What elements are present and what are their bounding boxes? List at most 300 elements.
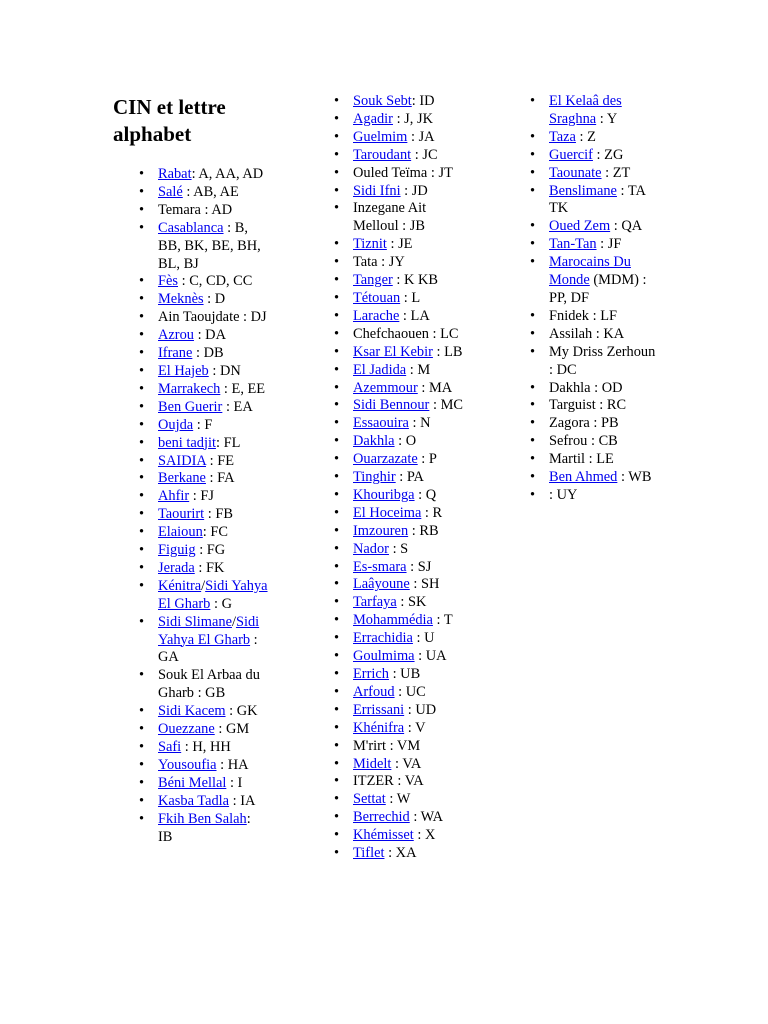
city-link[interactable]: El Kelaâ des Sraghna bbox=[549, 93, 622, 127]
list-item bbox=[549, 380, 660, 398]
code-separator: : bbox=[200, 201, 212, 218]
city-link[interactable]: Ben Ahmed bbox=[549, 469, 618, 486]
code-separator: : bbox=[587, 433, 599, 450]
cin-code: FA bbox=[217, 470, 235, 487]
cin-code: PB bbox=[600, 415, 619, 432]
city-link[interactable]: Taza bbox=[549, 128, 576, 145]
cin-code: SJ bbox=[417, 558, 432, 575]
code-separator: : bbox=[584, 451, 597, 468]
code-separator: : bbox=[404, 701, 416, 718]
list-item bbox=[353, 756, 474, 774]
cin-code: FC bbox=[210, 524, 228, 541]
slash-separator: / bbox=[201, 577, 206, 594]
list-item bbox=[353, 93, 474, 111]
list-item bbox=[353, 326, 474, 344]
city-link[interactable]: Midelt bbox=[353, 755, 392, 772]
cin-code: JC bbox=[422, 146, 438, 163]
city-link[interactable]: Sidi Yahya El Gharb bbox=[158, 613, 260, 648]
cin-code: VA bbox=[402, 755, 422, 772]
city-link[interactable]: SAIDIA bbox=[158, 452, 206, 469]
cin-code: GK bbox=[236, 703, 258, 720]
city-link[interactable]: Sidi Kacem bbox=[158, 703, 226, 720]
city-link[interactable]: Casablanca bbox=[158, 219, 224, 236]
code-separator: : bbox=[229, 792, 241, 809]
list-item bbox=[353, 702, 474, 720]
code-separator: : bbox=[208, 362, 220, 379]
cin-code: UC bbox=[405, 683, 426, 700]
city-link[interactable]: Kasba Tadla bbox=[158, 792, 230, 809]
code-separator: : bbox=[182, 183, 194, 200]
cin-code: FL bbox=[223, 434, 241, 451]
code-separator: : bbox=[406, 558, 418, 575]
code-separator: : bbox=[393, 773, 405, 790]
city-name: ITZER bbox=[353, 773, 394, 790]
city-link[interactable]: Elaioun bbox=[158, 524, 203, 541]
cin-code: PP, DF bbox=[549, 289, 590, 306]
cin-code: DB bbox=[203, 345, 224, 362]
list-item bbox=[353, 523, 474, 541]
code-separator: : bbox=[394, 433, 406, 450]
cin-code: JB bbox=[409, 218, 425, 235]
code-separator: (MDM) : bbox=[589, 272, 647, 289]
cin-code: DN bbox=[219, 362, 241, 379]
code-separator: : bbox=[595, 397, 607, 414]
list-item bbox=[158, 435, 268, 453]
code-separator: : bbox=[400, 182, 412, 199]
cin-code: LB bbox=[444, 343, 463, 360]
cin-code: SK bbox=[407, 594, 427, 611]
city-link[interactable]: Dakhla bbox=[353, 433, 395, 450]
list-item bbox=[353, 183, 474, 201]
city-link[interactable]: Tanger bbox=[353, 272, 393, 289]
list-item bbox=[353, 200, 474, 236]
city-link[interactable]: Tiznit bbox=[353, 236, 387, 253]
city-link[interactable]: Ouezzane bbox=[158, 721, 215, 738]
cin-code: Y bbox=[606, 110, 618, 127]
city-name: Assilah bbox=[549, 325, 593, 342]
city-link[interactable]: Oujda bbox=[158, 416, 194, 433]
city-name: Targuist bbox=[549, 397, 596, 414]
code-separator: : bbox=[616, 182, 628, 199]
city-link[interactable]: Laâyoune bbox=[353, 576, 410, 593]
code-separator: : bbox=[192, 345, 204, 362]
cin-code: DA bbox=[205, 327, 226, 344]
city-link[interactable]: El Hoceima bbox=[353, 504, 422, 521]
list-item bbox=[353, 344, 474, 362]
city-name: Martil bbox=[549, 451, 585, 468]
cin-code: M bbox=[417, 361, 431, 378]
code-separator: : bbox=[195, 542, 207, 559]
city-link[interactable]: Tarfaya bbox=[353, 594, 397, 611]
code-separator: : bbox=[385, 791, 397, 808]
code-separator: : bbox=[220, 380, 232, 397]
cin-code: FG bbox=[206, 542, 226, 559]
city-link[interactable]: Essaouira bbox=[353, 415, 409, 432]
list-item bbox=[549, 326, 660, 344]
cin-code: UB bbox=[400, 666, 421, 682]
city-link[interactable]: Settat bbox=[353, 791, 386, 808]
list-item bbox=[353, 129, 474, 147]
code-separator: : bbox=[411, 146, 423, 163]
cin-code: XA bbox=[395, 845, 417, 862]
city-link[interactable]: Tiflet bbox=[353, 845, 385, 862]
city-link[interactable]: Taroudant bbox=[353, 146, 412, 163]
code-separator: : bbox=[394, 683, 406, 700]
city-link[interactable]: Goulmima bbox=[353, 648, 415, 665]
city-link[interactable]: Azrou bbox=[158, 327, 194, 344]
list-item bbox=[353, 487, 474, 505]
list-item bbox=[158, 381, 268, 399]
list-item bbox=[353, 827, 474, 845]
city-link[interactable]: Sidi Ifni bbox=[353, 182, 401, 199]
cin-code: FB bbox=[215, 506, 233, 523]
code-separator: : bbox=[205, 470, 218, 487]
code-separator: : bbox=[210, 595, 222, 612]
list-item bbox=[158, 309, 268, 327]
city-link[interactable]: Es-smara bbox=[353, 558, 407, 575]
cin-code: CB bbox=[598, 433, 618, 450]
column-3 bbox=[530, 93, 660, 505]
list-item bbox=[353, 845, 474, 863]
city-link[interactable]: Béni Mellal bbox=[158, 774, 227, 791]
list-item bbox=[158, 470, 268, 488]
code-separator: : bbox=[409, 809, 421, 826]
code-separator: : bbox=[388, 540, 401, 557]
code-separator: : bbox=[412, 630, 425, 647]
list-item bbox=[549, 165, 660, 183]
city-link[interactable]: Sidi Yahya El Gharb bbox=[158, 577, 268, 612]
cin-code: WB bbox=[628, 469, 652, 486]
cin-code: DJ bbox=[250, 309, 267, 326]
list-item bbox=[158, 667, 268, 703]
city-link[interactable]: Ben Guerir bbox=[158, 398, 223, 415]
code-separator: : bbox=[384, 845, 396, 862]
cin-code: L bbox=[411, 289, 421, 306]
city-link[interactable]: Nador bbox=[353, 540, 389, 557]
city-link[interactable]: El Hajeb bbox=[158, 362, 209, 379]
cin-code: AD bbox=[211, 201, 233, 218]
city-name: Temara bbox=[158, 201, 201, 218]
code-separator: : bbox=[246, 810, 251, 827]
code-separator: : bbox=[239, 309, 251, 326]
code-separator: : bbox=[250, 631, 258, 648]
list-item bbox=[353, 433, 474, 451]
cin-code: IB bbox=[158, 828, 173, 845]
list-item bbox=[158, 345, 268, 363]
city-name: Fnidek bbox=[549, 307, 589, 324]
city-link[interactable]: Rabat bbox=[158, 166, 192, 182]
list-item bbox=[353, 576, 474, 594]
list-item bbox=[353, 773, 474, 791]
list-item bbox=[353, 451, 474, 469]
code-separator: : bbox=[222, 398, 234, 415]
code-separator: : bbox=[193, 416, 205, 433]
city-link[interactable]: Kénitra bbox=[158, 577, 202, 594]
list-item bbox=[353, 236, 474, 254]
code-separator: : bbox=[417, 379, 429, 396]
city-link[interactable]: Guercif bbox=[549, 146, 593, 163]
code-separator: : bbox=[549, 361, 557, 378]
city-link[interactable]: Jerada bbox=[158, 559, 195, 576]
city-link[interactable]: Azemmour bbox=[353, 379, 418, 396]
code-separator: : bbox=[388, 666, 401, 682]
cin-code: TA TK bbox=[549, 182, 646, 217]
city-link[interactable]: Marocains Du Monde bbox=[549, 254, 631, 289]
city-name: Souk El Arbaa du Gharb bbox=[158, 667, 260, 702]
cin-code: H, HH bbox=[192, 739, 231, 755]
cin-code: VA bbox=[404, 773, 424, 790]
cin-code: EA bbox=[233, 398, 253, 415]
city-link[interactable]: Berkane bbox=[158, 470, 206, 487]
cin-code: ID bbox=[419, 93, 435, 109]
city-link[interactable]: Fès bbox=[158, 273, 178, 290]
list-item bbox=[353, 362, 474, 380]
cin-code: D bbox=[214, 291, 226, 308]
city-link[interactable]: Sidi Bennour bbox=[353, 397, 430, 414]
code-separator: : bbox=[417, 451, 429, 468]
list-item bbox=[158, 793, 268, 811]
cin-code: T bbox=[443, 612, 453, 629]
cin-code: LC bbox=[440, 325, 459, 342]
list-item bbox=[549, 147, 660, 165]
list-item bbox=[158, 721, 268, 739]
city-link[interactable]: Ouarzazate bbox=[353, 451, 418, 468]
city-link[interactable]: Oued Zem bbox=[549, 218, 611, 235]
list-item bbox=[158, 560, 268, 578]
city-link[interactable]: Taounate bbox=[549, 164, 602, 181]
city-link[interactable]: Mohammédia bbox=[353, 612, 433, 629]
city-link[interactable]: Tan-Tan bbox=[549, 236, 597, 253]
list-item bbox=[353, 469, 474, 487]
code-separator: : bbox=[596, 110, 607, 127]
cin-code: JD bbox=[411, 182, 428, 199]
code-separator: : bbox=[409, 576, 421, 593]
city-link[interactable]: Tinghir bbox=[353, 469, 396, 486]
cin-code: RB bbox=[419, 522, 439, 539]
city-link[interactable]: Berrechid bbox=[353, 809, 410, 826]
code-separator: : bbox=[549, 486, 557, 503]
city-link[interactable]: El Jadida bbox=[353, 361, 407, 378]
city-link[interactable]: Agadir bbox=[353, 110, 393, 127]
city-link[interactable]: Larache bbox=[353, 307, 400, 324]
list-item bbox=[158, 775, 268, 793]
city-link[interactable]: Figuig bbox=[158, 542, 196, 559]
cin-code: OD bbox=[601, 379, 623, 396]
cin-code: G bbox=[221, 595, 232, 612]
code-separator: : bbox=[377, 254, 389, 271]
code-separator: : bbox=[589, 415, 601, 432]
list-item bbox=[158, 757, 268, 775]
city-link[interactable]: Errissani bbox=[353, 701, 405, 718]
list-item bbox=[158, 417, 268, 435]
code-separator: : bbox=[406, 361, 418, 378]
cin-code: UD bbox=[415, 701, 437, 718]
cin-code: K KB bbox=[403, 272, 438, 289]
city-code-list-2 bbox=[336, 93, 474, 863]
cin-code: A, AA, AD bbox=[198, 166, 264, 182]
list-item bbox=[158, 363, 268, 381]
cin-code: QA bbox=[621, 218, 643, 235]
code-separator: : bbox=[193, 685, 206, 702]
city-link[interactable]: Sidi Slimane bbox=[158, 613, 232, 630]
list-item bbox=[353, 397, 474, 415]
city-name: Ain Taoujdate bbox=[158, 309, 240, 326]
list-item bbox=[158, 739, 268, 757]
code-separator: : bbox=[203, 291, 215, 308]
city-name: M'rirt bbox=[353, 737, 386, 754]
list-item bbox=[158, 524, 268, 542]
city-link[interactable]: Souk Sebt bbox=[353, 93, 412, 109]
cin-code: FK bbox=[205, 559, 225, 576]
code-separator: : bbox=[400, 289, 412, 306]
city-link[interactable]: Ksar El Kebir bbox=[353, 343, 433, 360]
code-separator: : bbox=[592, 146, 605, 163]
city-link[interactable]: Arfoud bbox=[353, 683, 395, 700]
cin-code: LE bbox=[596, 451, 614, 468]
list-item bbox=[549, 218, 660, 236]
cin-code: FE bbox=[217, 452, 234, 469]
cin-code: SH bbox=[420, 576, 440, 593]
code-separator: : bbox=[204, 506, 216, 523]
city-link[interactable]: Ifrane bbox=[158, 345, 193, 362]
cin-code: F bbox=[204, 416, 213, 433]
list-item bbox=[353, 738, 474, 756]
city-link[interactable]: Ahfir bbox=[158, 488, 190, 505]
code-separator: : bbox=[421, 504, 433, 521]
code-separator: : bbox=[617, 469, 629, 486]
code-separator: : bbox=[432, 343, 445, 360]
code-separator: : bbox=[194, 559, 206, 576]
code-separator: : bbox=[399, 307, 411, 324]
list-item bbox=[158, 542, 268, 560]
code-separator: : bbox=[191, 166, 199, 182]
code-separator: : bbox=[588, 307, 601, 324]
cin-code: S bbox=[400, 540, 409, 557]
list-item bbox=[549, 236, 660, 254]
cin-code: I bbox=[237, 774, 243, 791]
list-item bbox=[353, 147, 474, 165]
code-separator: : bbox=[413, 827, 425, 844]
code-separator: : bbox=[392, 272, 404, 289]
list-item bbox=[353, 415, 474, 433]
cin-code: P bbox=[428, 451, 437, 468]
code-separator: : bbox=[205, 452, 218, 469]
code-separator: : bbox=[414, 486, 426, 503]
city-link[interactable]: Guelmim bbox=[353, 128, 408, 145]
list-item bbox=[549, 254, 660, 308]
code-separator: : bbox=[225, 703, 237, 720]
code-separator: : bbox=[432, 612, 444, 629]
city-link[interactable]: Tétouan bbox=[353, 289, 401, 306]
code-separator: : bbox=[216, 756, 228, 773]
code-separator: : bbox=[592, 325, 604, 342]
cin-code: RC bbox=[606, 397, 627, 414]
cin-code: HA bbox=[227, 756, 249, 773]
city-name: My Driss Zerhoun bbox=[549, 343, 656, 360]
cin-code: U bbox=[424, 630, 435, 647]
code-separator: : bbox=[193, 327, 206, 344]
cin-code: JT bbox=[438, 164, 453, 181]
cin-code: LA bbox=[410, 307, 430, 324]
code-separator: : bbox=[391, 755, 403, 772]
list-item bbox=[353, 111, 474, 129]
list-item bbox=[549, 129, 660, 147]
city-link[interactable]: Meknès bbox=[158, 291, 204, 308]
list-item bbox=[353, 290, 474, 308]
code-separator: : bbox=[189, 488, 201, 505]
list-item bbox=[353, 594, 474, 612]
list-item bbox=[353, 254, 474, 272]
cin-code: R bbox=[432, 504, 443, 521]
city-link[interactable]: Khouribga bbox=[353, 486, 415, 503]
list-item bbox=[158, 184, 268, 202]
page-title: CIN et lettre alphabet bbox=[113, 95, 226, 146]
city-name: Zagora bbox=[549, 415, 590, 432]
cin-code: JA bbox=[418, 128, 435, 145]
list-item bbox=[549, 433, 660, 451]
city-link[interactable]: Errachidia bbox=[353, 630, 413, 647]
list-item bbox=[353, 541, 474, 559]
city-name: Tata bbox=[353, 254, 378, 271]
code-separator: : bbox=[202, 524, 211, 541]
list-item bbox=[158, 578, 268, 614]
city-link[interactable]: Errich bbox=[353, 666, 389, 682]
cin-code: DC bbox=[556, 361, 577, 378]
list-item bbox=[353, 308, 474, 326]
list-item bbox=[549, 183, 660, 219]
code-separator: : bbox=[411, 93, 420, 109]
city-link[interactable]: beni tadjit bbox=[158, 434, 216, 451]
slash-separator: / bbox=[231, 613, 236, 630]
list-item bbox=[549, 308, 660, 326]
city-link[interactable]: Yousoufia bbox=[158, 756, 217, 773]
city-link[interactable]: Salé bbox=[158, 183, 183, 200]
list-item bbox=[353, 612, 474, 630]
list-item bbox=[353, 648, 474, 666]
list-item bbox=[353, 684, 474, 702]
code-separator: : bbox=[215, 434, 224, 451]
code-separator: : bbox=[178, 273, 190, 290]
cin-code: N bbox=[420, 415, 431, 432]
city-link[interactable]: Safi bbox=[158, 739, 182, 755]
list-item bbox=[158, 453, 268, 471]
code-separator: : bbox=[214, 721, 226, 738]
city-link[interactable]: Taourirt bbox=[158, 506, 205, 523]
city-code-list-1 bbox=[113, 166, 268, 846]
list-item bbox=[549, 93, 660, 129]
code-separator: : bbox=[392, 110, 405, 127]
list-item bbox=[158, 614, 268, 668]
cin-code: VM bbox=[396, 737, 421, 754]
city-link[interactable]: Khémisset bbox=[353, 827, 414, 844]
column-1 bbox=[113, 94, 283, 846]
city-link[interactable]: Fkih Ben Salah bbox=[158, 810, 247, 827]
city-link[interactable]: Marrakech bbox=[158, 380, 221, 397]
cin-code: O bbox=[405, 433, 417, 450]
city-link[interactable]: Khénifra bbox=[353, 719, 405, 736]
code-separator: : bbox=[395, 469, 407, 486]
cin-code: Q bbox=[425, 486, 437, 503]
code-separator: : bbox=[428, 325, 441, 342]
cin-code: ZG bbox=[604, 146, 624, 163]
cin-code: GA bbox=[158, 649, 179, 666]
list-item bbox=[158, 399, 268, 417]
list-item bbox=[158, 273, 268, 291]
city-link[interactable]: Imzouren bbox=[353, 522, 409, 539]
list-item bbox=[353, 791, 474, 809]
city-link[interactable]: Benslimane bbox=[549, 182, 617, 199]
cin-code: JF bbox=[607, 236, 622, 253]
